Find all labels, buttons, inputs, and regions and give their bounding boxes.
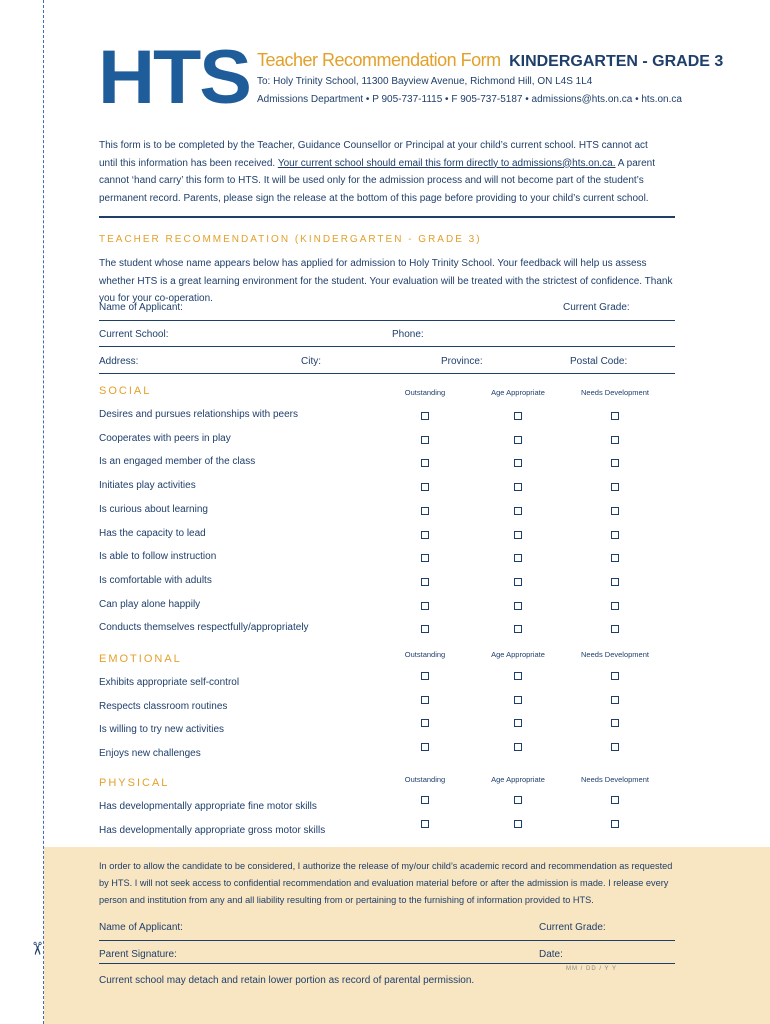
emotional-title: EMOTIONAL: [99, 653, 182, 665]
release-applicant-name-label: Name of Applicant:: [99, 922, 183, 933]
social-item-label: Is curious about learning: [99, 503, 208, 515]
address-line[interactable]: [99, 373, 675, 374]
social-checkbox-age-appropriate[interactable]: [514, 531, 522, 539]
social-checkbox-age-appropriate[interactable]: [514, 602, 522, 610]
social-item-label: Is an engaged member of the class: [99, 456, 256, 468]
emotional-checkbox-needs-development[interactable]: [611, 743, 619, 751]
date-format-hint: MM / DD / Y Y: [566, 966, 618, 972]
contact-info: Admissions Department • P 905-737-1115 • F 905-737-5187 • admissions@hts.on.ca • hts.on.ca: [257, 94, 682, 105]
release-current-grade-label: Current Grade:: [539, 922, 606, 933]
social-checkbox-needs-development[interactable]: [611, 412, 619, 420]
physical-checkbox-needs-development[interactable]: [611, 820, 619, 828]
physical-checkbox-outstanding[interactable]: [421, 820, 429, 828]
social-checkbox-outstanding[interactable]: [421, 483, 429, 491]
col-outstanding: Outstanding: [404, 775, 446, 784]
social-item-label: Cooperates with peers in play: [99, 432, 231, 444]
scissors-icon: ✂: [27, 940, 48, 957]
social-checkbox-outstanding[interactable]: [421, 625, 429, 633]
current-school-label: Current School:: [99, 329, 169, 340]
social-item-label: Desires and pursues relationships with peers: [99, 409, 298, 420]
hts-logo: HTS: [98, 35, 250, 120]
col-age-appropriate: Age Appropriate: [491, 650, 545, 659]
social-checkbox-needs-development[interactable]: [611, 483, 619, 491]
school-address: To: Holy Trinity School, 11300 Bayview Avenue, Richmond Hill, ON L4S 1L4: [257, 76, 593, 87]
col-outstanding: Outstanding: [404, 650, 446, 659]
physical-checkbox-age-appropriate[interactable]: [514, 796, 522, 804]
emotional-item-label: Enjoys new challenges: [99, 748, 201, 760]
intro-part2: A parent cannot ‘hand carry’ this form to HTS. It will be used only for the admission process and will not become part of the student’s permanent record. Parents, please sign the release at the bottom of this page before providing to your child’s current school.: [99, 157, 656, 204]
parent-signature-label: Parent Signature:: [99, 949, 177, 960]
social-item-label: Initiates play activities: [99, 480, 196, 492]
social-checkbox-outstanding[interactable]: [421, 554, 429, 562]
intro-paragraph: [99, 137, 659, 207]
social-checkbox-outstanding[interactable]: [421, 578, 429, 586]
social-item-label: Is comfortable with adults: [99, 574, 212, 586]
emotional-checkbox-outstanding[interactable]: [421, 719, 429, 727]
social-checkbox-age-appropriate[interactable]: [514, 459, 522, 467]
form-title: [257, 50, 723, 71]
social-checkbox-age-appropriate[interactable]: [514, 578, 522, 586]
social-checkbox-outstanding[interactable]: [421, 436, 429, 444]
current-grade-label: Current Grade:: [563, 302, 630, 313]
emotional-checkbox-age-appropriate[interactable]: [514, 743, 522, 751]
col-age-appropriate: Age Appropriate: [491, 388, 545, 397]
social-checkbox-age-appropriate[interactable]: [514, 412, 522, 420]
col-outstanding: Outstanding: [404, 388, 446, 397]
emotional-item-label: Exhibits appropriate self-control: [99, 677, 240, 688]
col-needs-development: Needs Development: [581, 650, 649, 659]
col-needs-development: Needs Development: [581, 775, 649, 784]
physical-item-label: Has developmentally appropriate gross motor skills: [99, 824, 326, 836]
emotional-checkbox-age-appropriate[interactable]: [514, 719, 522, 727]
address-label: Address:: [99, 356, 139, 367]
physical-title: PHYSICAL: [99, 777, 170, 789]
emotional-checkbox-age-appropriate[interactable]: [514, 672, 522, 680]
physical-checkbox-age-appropriate[interactable]: [514, 820, 522, 828]
emotional-checkbox-needs-development[interactable]: [611, 719, 619, 727]
social-checkbox-outstanding[interactable]: [421, 602, 429, 610]
emotional-checkbox-needs-development[interactable]: [611, 696, 619, 704]
col-age-appropriate: Age Appropriate: [491, 775, 545, 784]
social-title: SOCIAL: [99, 385, 152, 397]
physical-checkbox-outstanding[interactable]: [421, 796, 429, 804]
social-checkbox-age-appropriate[interactable]: [514, 483, 522, 491]
social-checkbox-needs-development[interactable]: [611, 554, 619, 562]
emotional-checkbox-age-appropriate[interactable]: [514, 696, 522, 704]
social-checkbox-needs-development[interactable]: [611, 602, 619, 610]
social-checkbox-age-appropriate[interactable]: [514, 507, 522, 515]
social-checkbox-needs-development[interactable]: [611, 507, 619, 515]
social-item-label: Can play alone happily: [99, 598, 201, 610]
form-grade-title: KINDERGARTEN - GRADE 3: [509, 53, 724, 70]
applicant-name-label: Name of Applicant:: [99, 302, 183, 313]
physical-checkbox-needs-development[interactable]: [611, 796, 619, 804]
social-checkbox-outstanding[interactable]: [421, 459, 429, 467]
social-checkbox-needs-development[interactable]: [611, 531, 619, 539]
emotional-item-label: Is willing to try new activities: [99, 724, 225, 736]
intro-email-instruction: Your current school should email this form directly to admissions@hts.on.ca.: [277, 157, 616, 169]
city-label: City:: [301, 356, 321, 367]
emotional-checkbox-outstanding[interactable]: [421, 672, 429, 680]
social-item-label: Has the capacity to lead: [99, 527, 206, 539]
emotional-checkbox-outstanding[interactable]: [421, 696, 429, 704]
province-label: Province:: [441, 356, 483, 367]
release-footer: Current school may detach and retain lower portion as record of parental permission.: [99, 975, 475, 986]
date-label: Date:: [539, 949, 563, 960]
social-item-label: Conducts themselves respectfully/appropriately: [99, 622, 309, 634]
form-title-text: Teacher Recommendation Form: [257, 50, 501, 70]
recommendation-heading: TEACHER RECOMMENDATION (KINDERGARTEN - GRADE 3): [99, 234, 482, 245]
recommendation-paragraph: The student whose name appears below has applied for admission to Holy Trinity School. Your feedback will help us assess whether HTS is a great learning environment for the student. Your evaluation will be treated with the strictest of confidence. Thank you for your co-operation.: [99, 258, 673, 304]
social-checkbox-needs-development[interactable]: [611, 436, 619, 444]
social-checkbox-outstanding[interactable]: [421, 531, 429, 539]
applicant-name-line[interactable]: [99, 320, 675, 321]
signature-line[interactable]: [99, 963, 675, 964]
social-checkbox-needs-development[interactable]: [611, 625, 619, 633]
social-checkbox-needs-development[interactable]: [611, 578, 619, 586]
col-needs-development: Needs Development: [581, 388, 649, 397]
release-applicant-line[interactable]: [99, 940, 675, 941]
social-checkbox-age-appropriate[interactable]: [514, 436, 522, 444]
social-checkbox-outstanding[interactable]: [421, 507, 429, 515]
emotional-checkbox-outstanding[interactable]: [421, 743, 429, 751]
intro-part1: This form is to be completed by the Teacher, Guidance Counsellor or Principal at your child’s current school. HTS cannot act until this information has been received.: [99, 140, 648, 169]
physical-item-label: Has developmentally appropriate fine motor skills: [99, 801, 317, 812]
phone-label: Phone:: [392, 329, 424, 340]
social-checkbox-outstanding[interactable]: [421, 412, 429, 420]
section-divider: [99, 216, 675, 218]
emotional-item-label: Respects classroom routines: [99, 700, 228, 712]
social-checkbox-age-appropriate[interactable]: [514, 554, 522, 562]
social-checkbox-age-appropriate[interactable]: [514, 625, 522, 633]
social-item-label: Is able to follow instruction: [99, 551, 217, 563]
postal-code-label: Postal Code:: [570, 356, 628, 367]
social-checkbox-needs-development[interactable]: [611, 459, 619, 467]
release-text: In order to allow the candidate to be considered, I authorize the release of my/our child’s academic record and recommendation as requested by HTS. I will not seek access to confidential recommendation and evaluation material before or after the admission is made. I release every person and institution from any and all liability resulting from or pertaining to the furnishing of information provided to HTS.: [99, 861, 673, 905]
current-school-line[interactable]: [99, 346, 675, 347]
emotional-checkbox-needs-development[interactable]: [611, 672, 619, 680]
